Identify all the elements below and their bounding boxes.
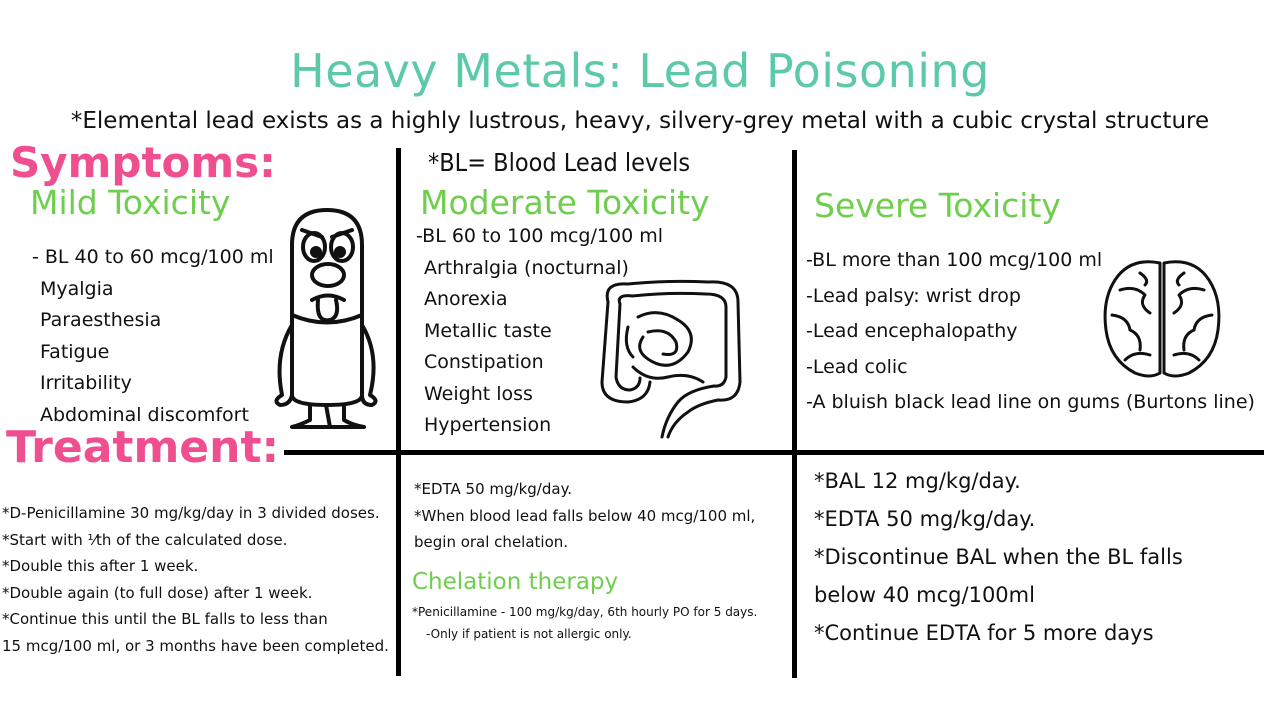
treatment-label: Treatment: [6, 422, 280, 473]
list-item: *Start with ⅟th of the calculated dose. [2, 530, 288, 549]
mild-toxicity-heading: Mild Toxicity [30, 183, 231, 222]
list-item: 15 mcg/100 ml, or 3 months have been completed. [2, 636, 389, 655]
moderate-toxicity-heading: Moderate Toxicity [420, 183, 710, 222]
list-item: - BL 40 to 60 mcg/100 ml [32, 246, 274, 268]
treatment-mild-list [2, 500, 389, 659]
list-item: Fatigue [40, 340, 110, 363]
symptoms-label: Symptoms: [10, 138, 276, 187]
brain-icon [1100, 255, 1224, 383]
list-item: Irritability [40, 372, 132, 394]
list-item: *When blood lead falls below 40 mcg/100 ml, [414, 506, 756, 525]
list-item: *Penicillamine - 100 mg/kg/day, 6th hourly PO for 5 days. [412, 605, 758, 619]
list-item: *Continue this until the BL falls to less than [2, 610, 328, 628]
divider-left [396, 148, 401, 676]
list-item: Anorexia [424, 288, 508, 310]
list-item: Metallic taste [424, 319, 552, 342]
list-item: *Double this after 1 week. [2, 557, 199, 575]
list-item: *Discontinue BAL when the BL falls [814, 545, 1183, 569]
mild-symptom-list [32, 242, 274, 431]
divider-horizontal [284, 450, 1264, 455]
chelation-heading: Chelation therapy [412, 569, 619, 595]
list-item: *BAL 12 mg/kg/day. [814, 469, 1021, 493]
page-subtitle: *Elemental lead exists as a highly lustrous, heavy, silvery-grey metal with a cubic crystal structure [70, 108, 1210, 134]
severe-toxicity-heading: Severe Toxicity [814, 186, 1061, 225]
list-item: below 40 mcg/100ml [814, 583, 1035, 607]
list-item: Arthralgia (nocturnal) [424, 256, 629, 279]
divider-right [792, 150, 797, 678]
list-item: -Lead encephalopathy [806, 320, 1018, 342]
list-item: *EDTA 50 mg/kg/day. [814, 507, 1036, 531]
list-item: -BL 60 to 100 mcg/100 ml [416, 225, 663, 247]
list-item: Myalgia [40, 277, 114, 300]
treatment-moderate-list [414, 476, 755, 556]
list-item: -BL more than 100 mcg/100 ml [806, 249, 1103, 271]
list-item: Hypertension [424, 414, 552, 436]
list-item: -Only if patient is not allergic only. [426, 627, 632, 641]
cartoon-character-icon [252, 205, 392, 435]
list-item: *D-Penicillamine 30 mg/kg/day in 3 divided doses. [2, 504, 380, 522]
list-item: -Lead colic [806, 355, 908, 378]
page-title: Heavy Metals: Lead Poisoning [290, 44, 990, 98]
treatment-severe-list [814, 462, 1183, 652]
list-item: *Double again (to full dose) after 1 week. [2, 583, 313, 602]
chelation-list [412, 601, 757, 645]
list-item: Abdominal discomfort [40, 403, 249, 426]
list-item: -A bluish black lead line on gums (Burtons line) [806, 391, 1255, 413]
list-item: begin oral chelation. [414, 533, 569, 551]
list-item: *Continue EDTA for 5 more days [814, 621, 1154, 645]
list-item: Constipation [424, 351, 544, 373]
bl-note: *BL= Blood Lead levels [428, 148, 691, 177]
list-item: *EDTA 50 mg/kg/day. [414, 480, 573, 498]
intestine-icon [588, 272, 753, 442]
list-item: -Lead palsy: wrist drop [806, 284, 1021, 307]
list-item: Paraesthesia [40, 309, 162, 331]
list-item: Weight loss [424, 382, 533, 405]
